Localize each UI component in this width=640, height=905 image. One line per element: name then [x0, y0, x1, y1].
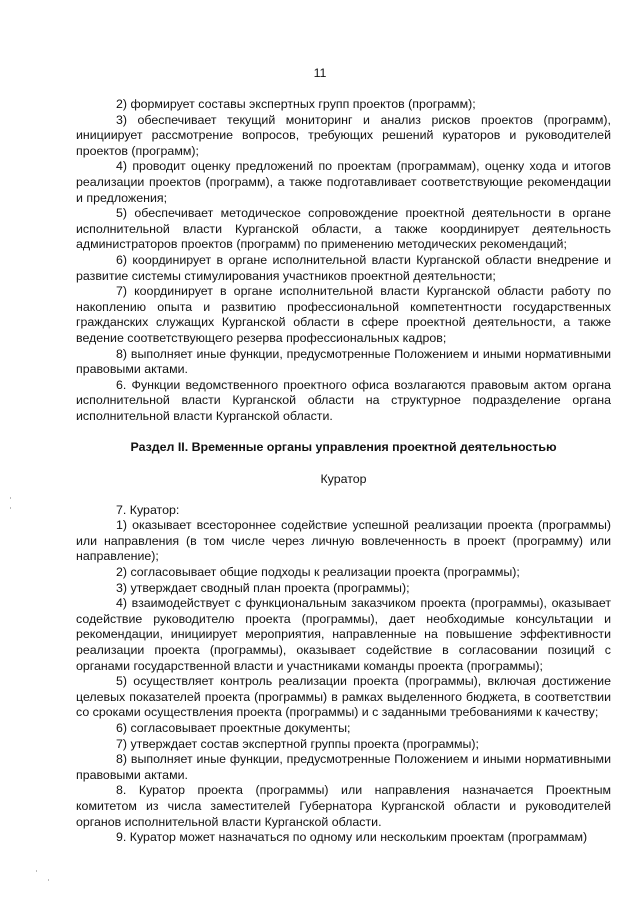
paragraph: 6) согласовывает проектные документы; [116, 720, 351, 735]
page-number: 11 [313, 66, 327, 80]
scan-artifact [10, 507, 11, 509]
paragraph: 4) проводит оценку предложений по проектам (программам), оценку хода и итогов реализации проектов (программ), а также подготавливает соответствующие рекомендации и предложения; [76, 159, 611, 205]
paragraph: 5) осуществляет контроль реализации проекта (программы), включая достижение целевых показателей проекта (программы) в рамках выделенного бюджета, в соответствии со сроками осуществления проекта (программы) и с заданными требованиями к качеству; [76, 674, 611, 720]
paragraph: 3) обеспечивает текущий мониторинг и анализ рисков проектов (программ), инициирует рассмотрение вопросов, требующих решений кураторов и руководителей проектов (программ); [76, 112, 611, 158]
paragraph: 4) взаимодействует с функциональным заказчиком проекта (программы), оказывает содействие руководителю проекта (программы), дает необходимые консультации и рекомендации, инициирует мероприятия, направленные на повышение эффективности реализации проекта (программы), оказывает содействие в согласовании позиций с органами государственной власти и участниками команды проекта (программы); [76, 596, 611, 673]
scan-artifact [36, 870, 37, 872]
paragraph: 2) формирует составы экспертных групп проектов (программ); [116, 97, 476, 111]
document-body [76, 97, 611, 846]
paragraph: 7) утверждает состав экспертной группы проекта (программы); [116, 736, 479, 751]
section-heading: Раздел II. Временные органы управления проектной деятельностью [130, 440, 557, 455]
paragraph: 8) выполняет иные функции, предусмотренные Положением и иными нормативными правовыми актами. [76, 752, 611, 782]
paragraph: 5) обеспечивает методическое сопровождение проектной деятельности в органе исполнительной власти Курганской области, а также координирует деятельность администраторов проектов (программ) по применению методических рекомендаций; [76, 206, 611, 252]
paragraph: 6) координирует в органе исполнительной власти Курганской области внедрение и развитие системы стимулирования участников проектной деятельности; [76, 252, 611, 283]
subsection-heading: Куратор [320, 472, 367, 487]
paragraph: 8) выполняет иные функции, предусмотренные Положением и иными нормативными правовыми актами. [76, 346, 611, 377]
paragraph: 3) утверждает сводный план проекта (программы); [116, 580, 410, 595]
paragraph: 6. Функции ведомственного проектного офиса возлагаются правовым актом органа исполнительной власти Курганской области на структурное подразделение органа исполнительной власти Курганской области. [76, 377, 611, 423]
paragraph: 7) координирует в органе исполнительной власти Курганской области работу по накоплению опыта и развитию профессиональной компетентности государственных гражданских служащих Курганской области в сфере проектной деятельности, а также ведение соответствующего резерва профессиональных кадров; [76, 284, 611, 345]
paragraph: 2) согласовывает общие подходы к реализации проекта (программы); [116, 565, 520, 580]
paragraph: 8. Куратор проекта (программы) или направления назначается Проектным комитетом из числа заместителей Губернатора Курганской области и руководителей органов исполнительной власти Курганской области. [76, 783, 611, 829]
paragraph: 1) оказывает всестороннее содействие успешной реализации проекта (программы) или направления (в том числе через личную вовлеченность в проект (программу) или направление); [76, 518, 611, 564]
paragraph: 9. Куратор может назначаться по одному или нескольким проектам (программам) [116, 830, 588, 845]
scan-artifact [48, 879, 49, 881]
paragraph: 7. Куратор: [116, 502, 180, 517]
scan-artifact [10, 497, 11, 499]
